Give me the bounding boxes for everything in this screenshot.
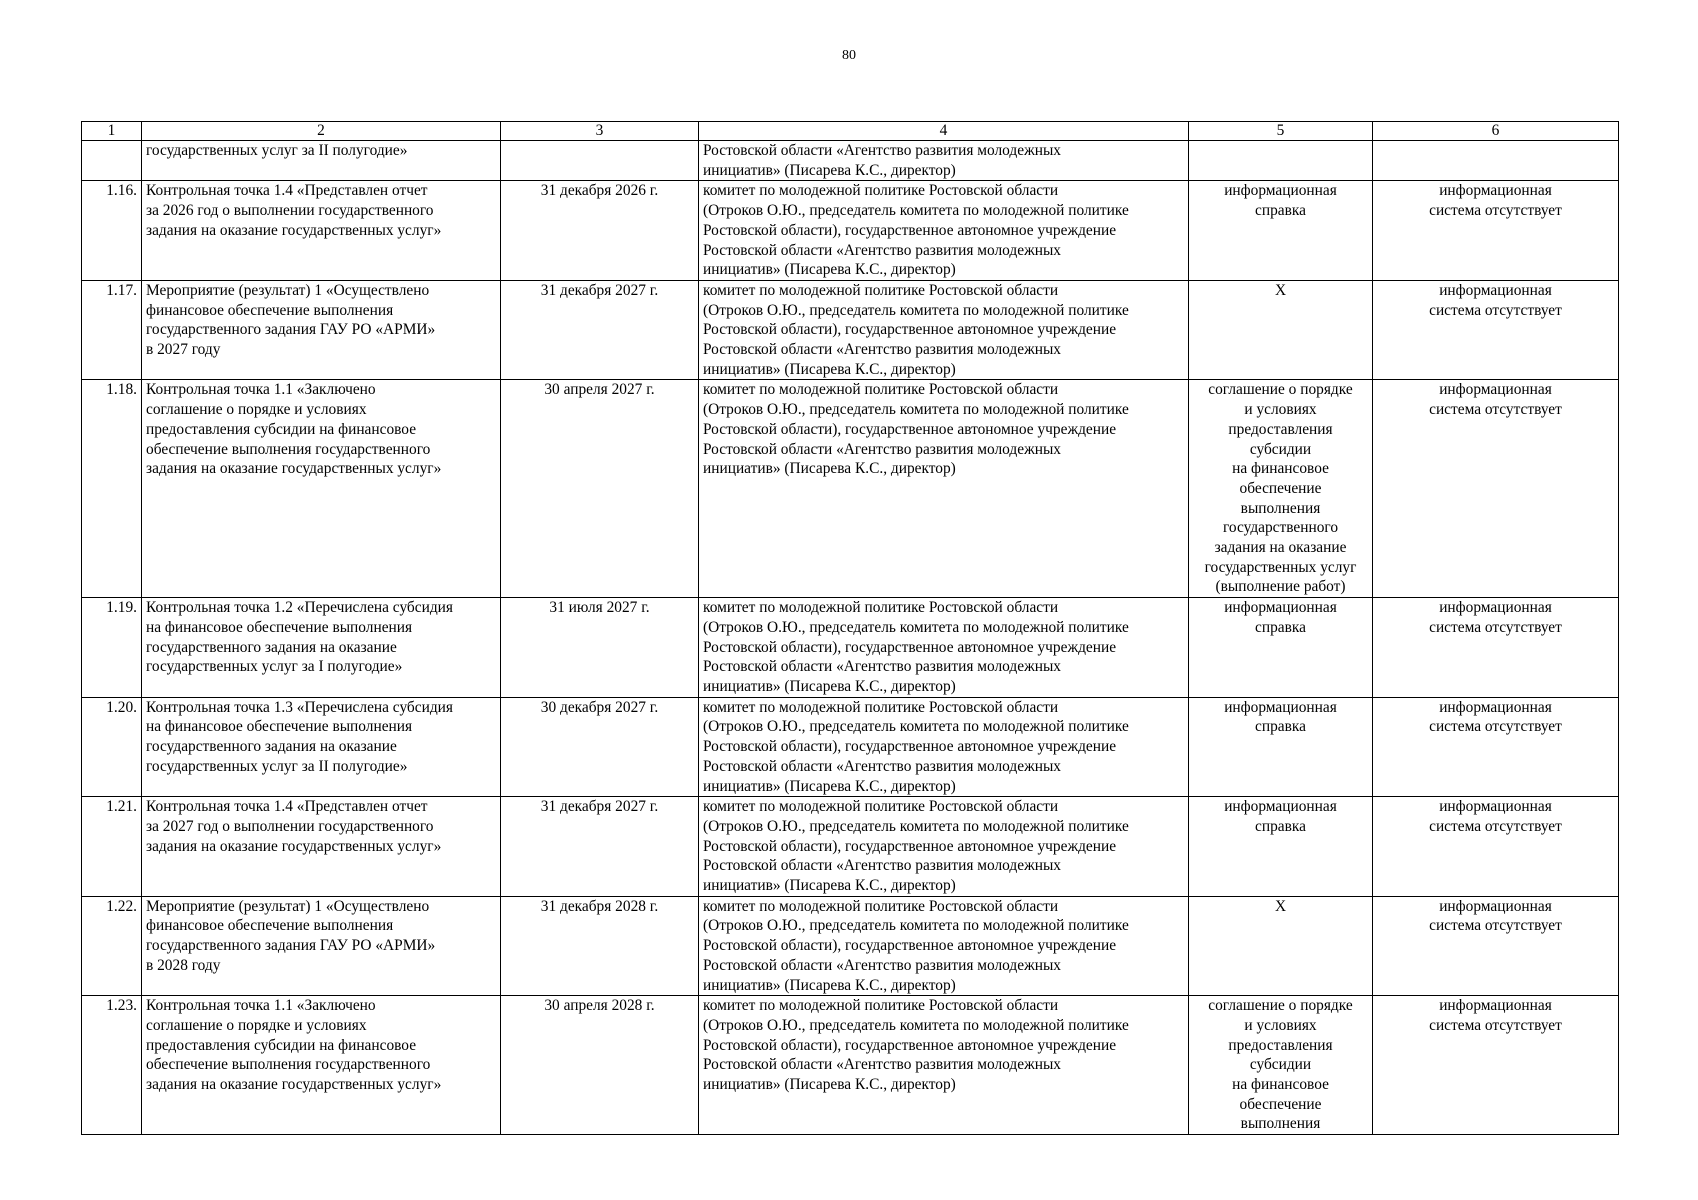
table-row: [82, 280, 1619, 380]
responsible-executor-cell: комитет по молодежной политике Ростовской области (Отроков О.Ю., председатель комитета по молодежной политике Ростовской области), государственное автономное учреждение Ростовской области «Агентство развития молодежных инициатив» (Писарева К.С., директор): [699, 181, 1189, 281]
deadline-date-cell: 31 декабря 2027 г.: [501, 280, 699, 380]
information-system-cell: информационная система отсутствует: [1373, 697, 1619, 797]
event-name-cell: Мероприятие (результат) 1 «Осуществлено финансовое обеспечение выполнения государственного задания ГАУ РО «АРМИ» в 2028 году: [142, 896, 501, 996]
column-number-3: 3: [501, 122, 699, 141]
confirming-document-cell: соглашение о порядке и условиях предоставления субсидии на финансовое обеспечение выполнения: [1189, 996, 1373, 1135]
table-body: [82, 141, 1619, 1135]
responsible-executor-cell: Ростовской области «Агентство развития молодежных инициатив» (Писарева К.С., директор): [699, 141, 1189, 181]
column-number-2: 2: [142, 122, 501, 141]
row-number-cell: [82, 141, 142, 181]
deadline-date-cell: 31 декабря 2028 г.: [501, 896, 699, 996]
responsible-executor-cell: комитет по молодежной политике Ростовской области (Отроков О.Ю., председатель комитета по молодежной политике Ростовской области), государственное автономное учреждение Ростовской области «Агентство развития молодежных инициатив» (Писарева К.С., директор): [699, 280, 1189, 380]
event-name-cell: Контрольная точка 1.4 «Представлен отчет за 2027 год о выполнении государственного задания на оказание государственных услуг»: [142, 797, 501, 897]
information-system-cell: информационная система отсутствует: [1373, 598, 1619, 698]
table-row: [82, 797, 1619, 897]
column-number-5: 5: [1189, 122, 1373, 141]
page-number: 80: [842, 48, 856, 63]
table-header: [82, 122, 1619, 141]
row-number-cell: 1.18.: [82, 380, 142, 598]
confirming-document-cell: X: [1189, 896, 1373, 996]
deadline-date-cell: 30 апреля 2027 г.: [501, 380, 699, 598]
column-number-1: 1: [82, 122, 142, 141]
row-number-cell: 1.22.: [82, 896, 142, 996]
confirming-document-cell: информационная справка: [1189, 598, 1373, 698]
row-number-cell: 1.19.: [82, 598, 142, 698]
information-system-cell: информационная система отсутствует: [1373, 896, 1619, 996]
deadline-date-cell: 30 апреля 2028 г.: [501, 996, 699, 1135]
confirming-document-cell: [1189, 141, 1373, 181]
column-number-4: 4: [699, 122, 1189, 141]
row-number-cell: 1.23.: [82, 996, 142, 1135]
responsible-executor-cell: комитет по молодежной политике Ростовской области (Отроков О.Ю., председатель комитета по молодежной политике Ростовской области), государственное автономное учреждение Ростовской области «Агентство развития молодежных инициатив» (Писарева К.С., директор): [699, 896, 1189, 996]
deadline-date-cell: [501, 141, 699, 181]
plan-table: [81, 121, 1619, 1135]
row-number-cell: 1.17.: [82, 280, 142, 380]
event-name-cell: Контрольная точка 1.4 «Представлен отчет за 2026 год о выполнении государственного задания на оказание государственных услуг»: [142, 181, 501, 281]
table-row: [82, 141, 1619, 181]
header-row: [82, 122, 1619, 141]
responsible-executor-cell: комитет по молодежной политике Ростовской области (Отроков О.Ю., председатель комитета по молодежной политике Ростовской области), государственное автономное учреждение Ростовской области «Агентство развития молодежных инициатив» (Писарева К.С., директор): [699, 598, 1189, 698]
row-number-cell: 1.16.: [82, 181, 142, 281]
confirming-document-cell: информационная справка: [1189, 797, 1373, 897]
table-row: [82, 380, 1619, 598]
information-system-cell: информационная система отсутствует: [1373, 996, 1619, 1135]
event-name-cell: государственных услуг за II полугодие»: [142, 141, 501, 181]
confirming-document-cell: соглашение о порядке и условиях предоставления субсидии на финансовое обеспечение выполнения государственного задания на оказание государственных услуг (выполнение работ): [1189, 380, 1373, 598]
information-system-cell: информационная система отсутствует: [1373, 280, 1619, 380]
event-name-cell: Контрольная точка 1.2 «Перечислена субсидия на финансовое обеспечение выполнения государственного задания на оказание государственных услуг за I полугодие»: [142, 598, 501, 698]
responsible-executor-cell: комитет по молодежной политике Ростовской области (Отроков О.Ю., председатель комитета по молодежной политике Ростовской области), государственное автономное учреждение Ростовской области «Агентство развития молодежных инициатив» (Писарева К.С., директор): [699, 380, 1189, 598]
deadline-date-cell: 31 декабря 2027 г.: [501, 797, 699, 897]
table-row: [82, 896, 1619, 996]
information-system-cell: [1373, 141, 1619, 181]
information-system-cell: информационная система отсутствует: [1373, 797, 1619, 897]
confirming-document-cell: X: [1189, 280, 1373, 380]
event-name-cell: Контрольная точка 1.3 «Перечислена субсидия на финансовое обеспечение выполнения государственного задания на оказание государственных услуг за II полугодие»: [142, 697, 501, 797]
event-name-cell: Контрольная точка 1.1 «Заключено соглашение о порядке и условиях предоставления субсидии на финансовое обеспечение выполнения государственного задания на оказание государственных услуг»: [142, 996, 501, 1135]
row-number-cell: 1.20.: [82, 697, 142, 797]
table-row: [82, 996, 1619, 1135]
deadline-date-cell: 31 июля 2027 г.: [501, 598, 699, 698]
deadline-date-cell: 31 декабря 2026 г.: [501, 181, 699, 281]
row-number-cell: 1.21.: [82, 797, 142, 897]
deadline-date-cell: 30 декабря 2027 г.: [501, 697, 699, 797]
information-system-cell: информационная система отсутствует: [1373, 181, 1619, 281]
responsible-executor-cell: комитет по молодежной политике Ростовской области (Отроков О.Ю., председатель комитета по молодежной политике Ростовской области), государственное автономное учреждение Ростовской области «Агентство развития молодежных инициатив» (Писарева К.С., директор): [699, 996, 1189, 1135]
column-number-6: 6: [1373, 122, 1619, 141]
table-row: [82, 181, 1619, 281]
responsible-executor-cell: комитет по молодежной политике Ростовской области (Отроков О.Ю., председатель комитета по молодежной политике Ростовской области), государственное автономное учреждение Ростовской области «Агентство развития молодежных инициатив» (Писарева К.С., директор): [699, 697, 1189, 797]
event-name-cell: Контрольная точка 1.1 «Заключено соглашение о порядке и условиях предоставления субсидии на финансовое обеспечение выполнения государственного задания на оказание государственных услуг»: [142, 380, 501, 598]
event-name-cell: Мероприятие (результат) 1 «Осуществлено финансовое обеспечение выполнения государственного задания ГАУ РО «АРМИ» в 2027 году: [142, 280, 501, 380]
responsible-executor-cell: комитет по молодежной политике Ростовской области (Отроков О.Ю., председатель комитета по молодежной политике Ростовской области), государственное автономное учреждение Ростовской области «Агентство развития молодежных инициатив» (Писарева К.С., директор): [699, 797, 1189, 897]
information-system-cell: информационная система отсутствует: [1373, 380, 1619, 598]
confirming-document-cell: информационная справка: [1189, 181, 1373, 281]
confirming-document-cell: информационная справка: [1189, 697, 1373, 797]
table-row: [82, 598, 1619, 698]
table-row: [82, 697, 1619, 797]
